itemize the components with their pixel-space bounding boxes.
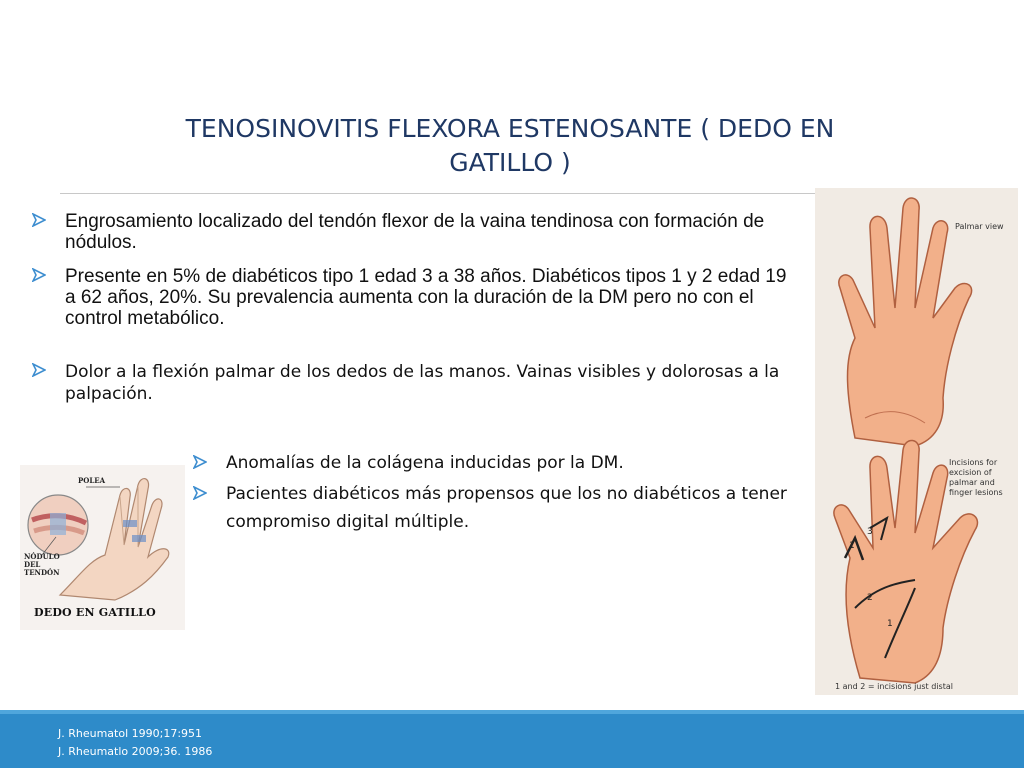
label-incisions: Incisions for excision of palmar and finger lesions [949, 458, 1003, 497]
bullet-text: Engrosamiento localizado del tendón flexor de la vaina tendinosa con formación de nódulos. [65, 211, 765, 253]
footer-bar [0, 710, 1024, 768]
arrow-bullet-icon [193, 455, 207, 469]
hand-drawing-icon [20, 465, 185, 605]
arrow-bullet-icon [193, 486, 207, 500]
svg-text:2: 2 [867, 593, 873, 603]
bullet-item [32, 361, 792, 405]
footer-accent-line [0, 710, 1024, 714]
label-incisions-distal: 1 and 2 = incisions just distal [835, 682, 953, 691]
hands-surgical-image [815, 188, 1018, 695]
bullet-list-bottom [193, 449, 813, 539]
arrow-bullet-icon [32, 213, 46, 227]
bullet-list-top [32, 211, 792, 342]
bullet-text: Anomalías de la colágena inducidas por la DM. [226, 453, 624, 473]
bullet-item [32, 266, 792, 329]
label-palmar: Palmar view [955, 222, 1004, 231]
arrow-bullet-icon [32, 363, 46, 377]
arrow-bullet-icon [32, 268, 46, 282]
trigger-finger-illustration [20, 465, 185, 630]
svg-text:1: 1 [849, 541, 855, 551]
bullet-text: Pacientes diabéticos más propensos que los no diabéticos a tener compromiso digital múltiple. [226, 484, 787, 532]
reference-2: J. Rheumatlo 2009;36. 1986 [58, 745, 213, 758]
svg-text:1: 1 [887, 619, 893, 629]
label-polea: POLEA [78, 476, 106, 485]
slide-title: TENOSINOVITIS FLEXORA ESTENOSANTE ( DEDO EN GATILLO ) [185, 114, 835, 177]
bullet-text: Presente en 5% de diabéticos tipo 1 edad 3 a 38 años. Diabéticos tipos 1 y 2 edad 19 a 62 años, 20%. Su prevalencia aumenta con la duración de la DM pero no con el control metabólico. [65, 266, 787, 329]
label-nodulo: NÓDULO DEL TENDÓN [24, 552, 60, 577]
bullet-text: Dolor a la flexión palmar de los dedos de las manos. Vainas visibles y dolorosas a la palpación. [65, 362, 780, 404]
reference-1: J. Rheumatol 1990;17:951 [58, 727, 203, 740]
bullet-item [193, 449, 813, 477]
svg-text:3: 3 [867, 527, 873, 537]
bullet-list-mid [32, 361, 792, 405]
bullet-item [193, 480, 813, 536]
bullet-item [32, 211, 792, 253]
illustration-caption: DEDO EN GATILLO [34, 606, 156, 619]
hands-drawing-icon [815, 188, 1018, 695]
